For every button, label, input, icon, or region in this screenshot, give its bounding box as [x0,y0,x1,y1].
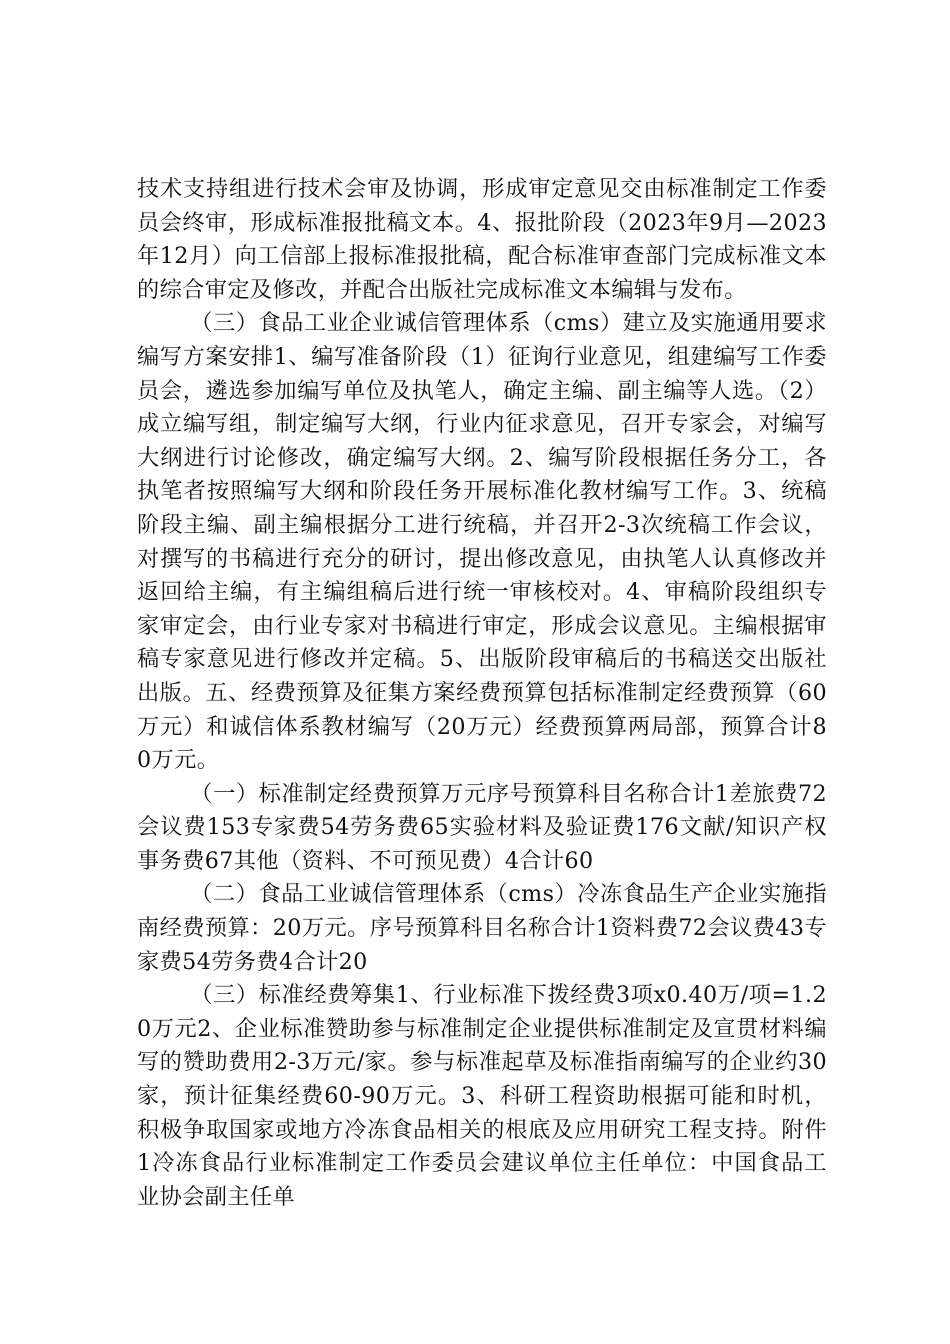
paragraph-writing-plan: （三）食品工业企业诚信管理体系（cms）建立及实施通用要求编写方案安排1、编写准备阶段（1）征询行业意见，组建编写工作委员会，遴选参加编写单位及执笔人，确定主编、副主编等人选。（2）成立编写组，制定编写大纲，行业内征求意见，召开专家会，对编写大纲进行讨论修改，确定编写大纲。2、编写阶段根据任务分工，各执笔者按照编写大纲和阶段任务开展标准化教材编写工作。3、统稿阶段主编、副主编根据分工进行统稿，并召开2-3次统稿工作会议，对撰写的书稿进行充分的研讨，提出修改意见，由执笔人认真修改并返回给主编，有主编组稿后进行统一审核校对。4、审稿阶段组织专家审定会，由行业专家对书稿进行审定，形成会议意见。主编根据审稿专家意见进行修改并定稿。5、出版阶段审稿后的书稿送交出版社出版。五、经费预算及征集方案经费预算包括标准制定经费预算（60万元）和诚信体系教材编写（20万元）经费预算两局部，预算合计80万元。 [137,310,827,774]
document-body [137,173,827,1214]
paragraph-standard-budget: （一）标准制定经费预算万元序号预算科目名称合计1差旅费72会议费153专家费54劳务费65实验材料及验证费176文献/知识产权事务费67其他（资料、不可预见费）4合计60 [137,780,827,874]
paragraph-cms-budget: （二）食品工业诚信管理体系（cms）冷冻食品生产企业实施指南经费预算：20万元。序号预算科目名称合计1资料费72会议费43专家费54劳务费4合计20 [137,881,827,975]
paragraph-review-approval: 技术支持组进行技术会审及协调，形成审定意见交由标准制定工作委员会终审，形成标准报批稿文本。4、报批阶段（2023年9月—2023年12月）向工信部上报标准报批稿，配合标准审查部门完成标准文本的综合审定及修改，并配合出版社完成标准文本编辑与发布。 [137,176,827,303]
paragraph-funding: （三）标准经费筹集1、行业标准下拨经费3项x0.40万/项=1.20万元2、企业标准赞助参与标准制定企业提供标准制定及宣贯材料编写的赞助费用2-3万元/家。参与标准起草及标准指南编写的企业约30家，预计征集经费60-90万元。3、科研工程资助根据可能和时机，积极争取国家或地方冷冻食品相关的根底及应用研究工程支持。附件1冷冻食品行业标准制定工作委员会建议单位主任单位：中国食品工业协会副主任单 [137,982,827,1210]
